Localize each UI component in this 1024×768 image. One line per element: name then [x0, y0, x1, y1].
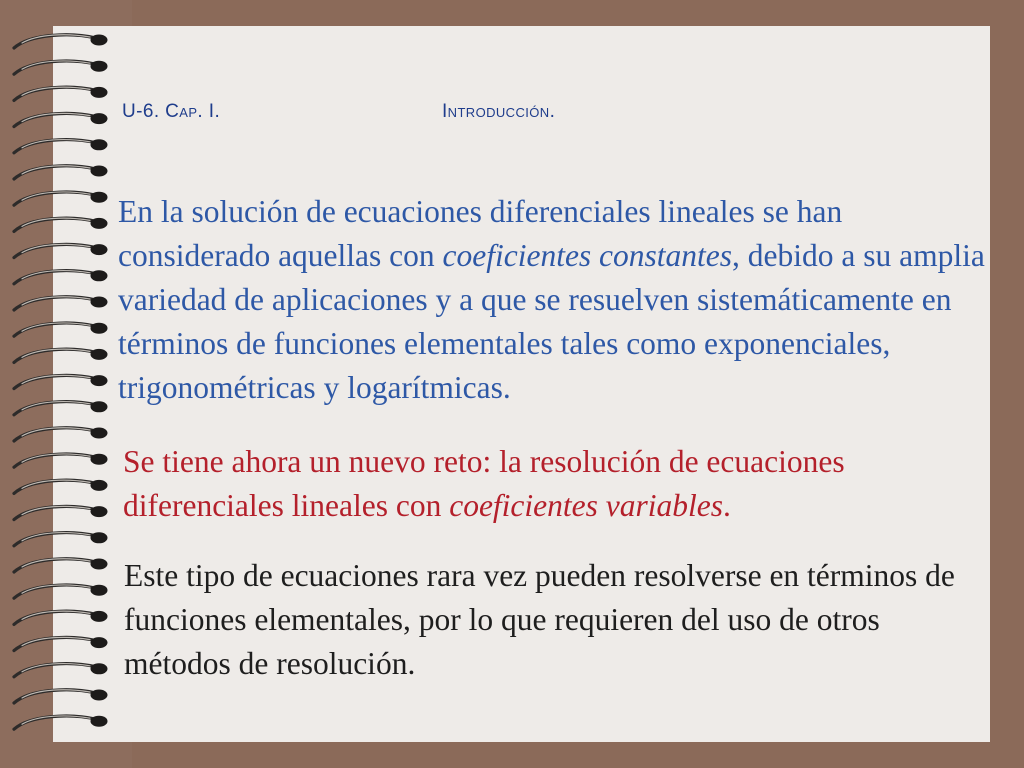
paragraph-text: En la solución de ecuaciones diferenciales lineales se han considerado aquellas con: [118, 194, 843, 273]
ring-hole: [91, 716, 108, 727]
ring-hole: [91, 480, 108, 491]
ring-hole: [91, 637, 108, 648]
paragraph-constant-coefficients: [118, 190, 988, 410]
paragraph-methods: Este tipo de ecuaciones rara vez pueden resolverse en términos de funciones elementales, por lo que requieren del uso de otros métodos de resolución.: [124, 558, 955, 681]
ring-hole: [91, 454, 108, 465]
ring-hole: [91, 166, 108, 177]
emphasis-text: coeficientes constantes: [442, 238, 733, 273]
ring-hole: [91, 559, 108, 570]
ring-hole: [91, 61, 108, 72]
ring-hole: [91, 401, 108, 412]
section-title: Introducción.: [442, 101, 556, 122]
ring-hole: [91, 218, 108, 229]
ring-hole: [91, 270, 108, 281]
paragraph-variable-coefficients: [123, 440, 993, 528]
ring-hole: [91, 244, 108, 255]
ring-hole: [91, 663, 108, 674]
paragraph-text: , debido a su amplia variedad de aplicaciones y a que se resuelven sistemáticamente en términos de funciones elementales tales como exponenciales, trigonométricas y logarítmicas.: [118, 238, 985, 405]
ring-hole: [91, 297, 108, 308]
paragraph-text: .: [723, 488, 731, 523]
ring-hole: [91, 375, 108, 386]
ring-hole: [91, 506, 108, 517]
ring-hole: [91, 113, 108, 124]
paragraph-text: Se tiene ahora un nuevo reto: la resolución de ecuaciones diferenciales lineales con: [123, 444, 845, 523]
unit-label: U-6. Cap. I.: [122, 101, 221, 122]
ring-hole: [91, 192, 108, 203]
ring-hole: [91, 139, 108, 150]
ring-hole: [91, 532, 108, 543]
spiral-rings-icon: [0, 0, 132, 768]
emphasis-text: coeficientes variables: [449, 488, 723, 523]
ring-hole: [91, 585, 108, 596]
ring-hole: [91, 87, 108, 98]
ring-hole: [91, 690, 108, 701]
ring-hole: [91, 428, 108, 439]
ring-hole: [91, 349, 108, 360]
ring-hole: [91, 611, 108, 622]
ring-hole: [91, 323, 108, 334]
ring-hole: [91, 35, 108, 46]
